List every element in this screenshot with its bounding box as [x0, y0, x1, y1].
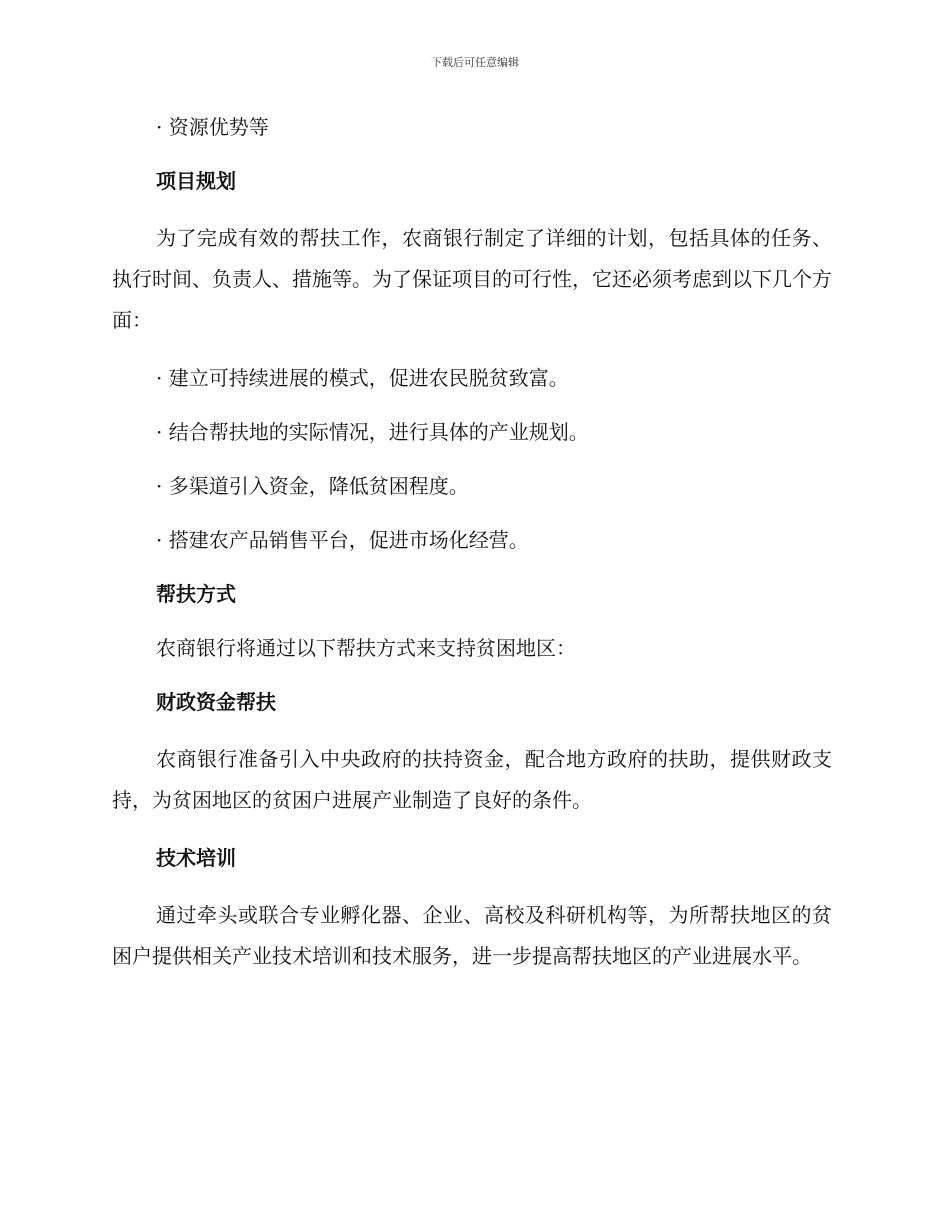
page-header-note: 下载后可任意编辑: [431, 56, 519, 69]
heading-technical-training: 技术培训: [156, 846, 236, 870]
bullet-resource-advantage: · 资源优势等: [156, 115, 269, 139]
heading-project-plan: 项目规划: [156, 169, 236, 193]
heading-financial-support: 财政资金帮扶: [156, 690, 276, 714]
document-body: [112, 110, 832, 997]
heading-support-methods: 帮扶方式: [156, 582, 236, 606]
paragraph-plan: 为了完成有效的帮扶工作，农商银行制定了详细的计划，包括具体的任务、执行时间、负责人、措施等。为了保证项目的可行性，它还必须考虑到以下几个方面：: [112, 226, 832, 332]
paragraph-methods: 农商银行将通过以下帮扶方式来支持贫困地区：: [156, 636, 576, 660]
paragraph-financial-support: 农商银行准备引入中央政府的扶持资金，配合地方政府的扶助，提供财政支持，为贫困地区的贫困户进展产业制造了良好的条件。: [112, 747, 832, 812]
bullet-industry-planning: · 结合帮扶地的实际情况，进行具体的产业规划。: [156, 420, 589, 444]
paragraph-technical-training: 通过牵头或联合专业孵化器、企业、高校及科研机构等，为所帮扶地区的贫困户提供相关产业技术培训和技术服务，进一步提高帮扶地区的产业进展水平。: [112, 903, 832, 968]
bullet-funding-channels: · 多渠道引入资金，降低贫困程度。: [156, 474, 469, 498]
bullet-sales-platform: · 搭建农产品销售平台，促进市场化经营。: [156, 528, 529, 552]
bullet-sustainable-model: · 建立可持续进展的模式，促进农民脱贫致富。: [156, 366, 569, 390]
